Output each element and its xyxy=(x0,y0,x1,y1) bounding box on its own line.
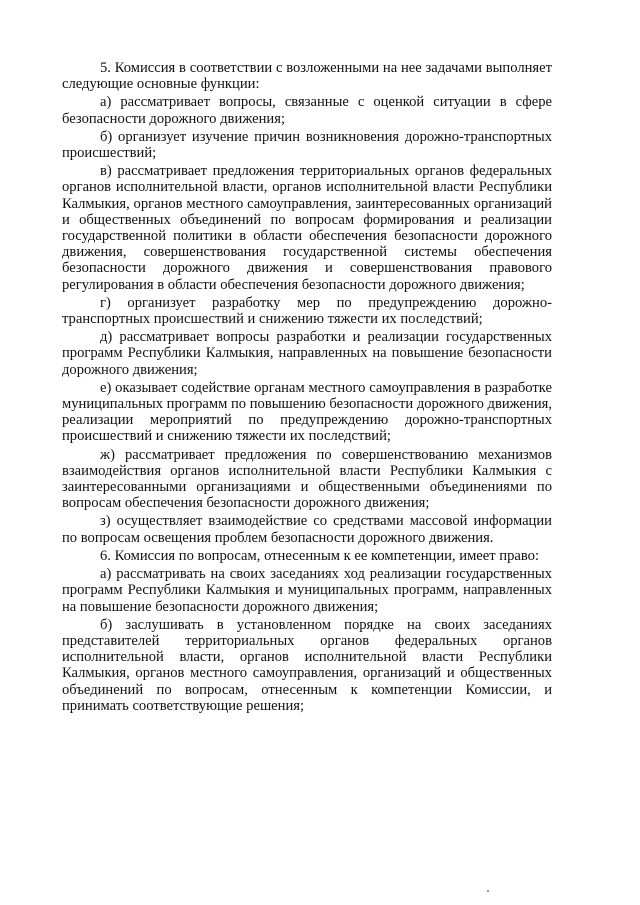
document-page xyxy=(62,60,552,716)
paragraph-5v: в) рассматривает предложения территориальных органов федеральных органов исполнительной власти, органов исполнительной власти Республики Калмыкия, органов местного самоуправления, заинтересованных организаций и общественных объединений по вопросам формирования и реализации государственной политики в области обеспечения безопасности дорожного движения, совершенствования государственной системы обеспечения безопасности дорожного движения и совершенствования правового регулирования в области обеспечения безопасности дорожного движения; xyxy=(62,163,552,293)
paragraph-6-rights: 6. Комиссия по вопросам, отнесенным к ее компетенции, имеет право: xyxy=(100,547,540,564)
paragraph-6b: б) заслушивать в установленном порядке на своих заседаниях представителей территориальных органов федеральных органов исполнительной власти, органов исполнительной власти Республики Калмыкия, органов местного самоуправления, организаций и общественных объединений по вопросам, отнесенным к компетенции Комиссии, и принимать соответствующие решения; xyxy=(62,616,552,714)
scan-artifact xyxy=(487,890,489,892)
paragraph-5z: з) осуществляет взаимодействие со средствами массовой информации по вопросам освещения проблем безопасности дорожного движения. xyxy=(62,513,552,546)
paragraph-5b: б) организует изучение причин возникновения дорожно-транспортных происшествий; xyxy=(62,128,552,162)
paragraph-6a: а) рассматривать на своих заседаниях ход реализации государственных программ Республики Калмыкия и муниципальных программ, направленных на повышение безопасности дорожного движения; xyxy=(62,566,552,615)
paragraph-5-functions: 5. Комиссия в соответствии с возложенными на нее задачами выполняет следующие основные функции: xyxy=(62,60,552,93)
paragraph-5g: г) организует разработку мер по предупреждению дорожно-транспортных происшествий и снижению тяжести их последствий; xyxy=(62,294,552,328)
paragraph-5a: а) рассматривает вопросы, связанные с оценкой ситуации в сфере безопасности дорожного движения; xyxy=(62,94,552,127)
paragraph-5e: е) оказывает содействие органам местного самоуправления в разработке муниципальных программ по повышению безопасности дорожного движения, реализации мероприятий по предупреждению дорожно-транспортных происшествий и снижению тяжести их последствий; xyxy=(62,379,553,445)
paragraph-5d: д) рассматривает вопросы разработки и реализации государственных программ Республики Калмыкия, направленных на повышение безопасности дорожного движения; xyxy=(62,329,552,378)
paragraph-5zh: ж) рассматривает предложения по совершенствованию механизмов взаимодействия органов исполнительной власти Республики Калмыкия с заинтересованными организациями и общественными объединениями по вопросам обеспечения безопасности дорожного движения; xyxy=(62,446,552,512)
